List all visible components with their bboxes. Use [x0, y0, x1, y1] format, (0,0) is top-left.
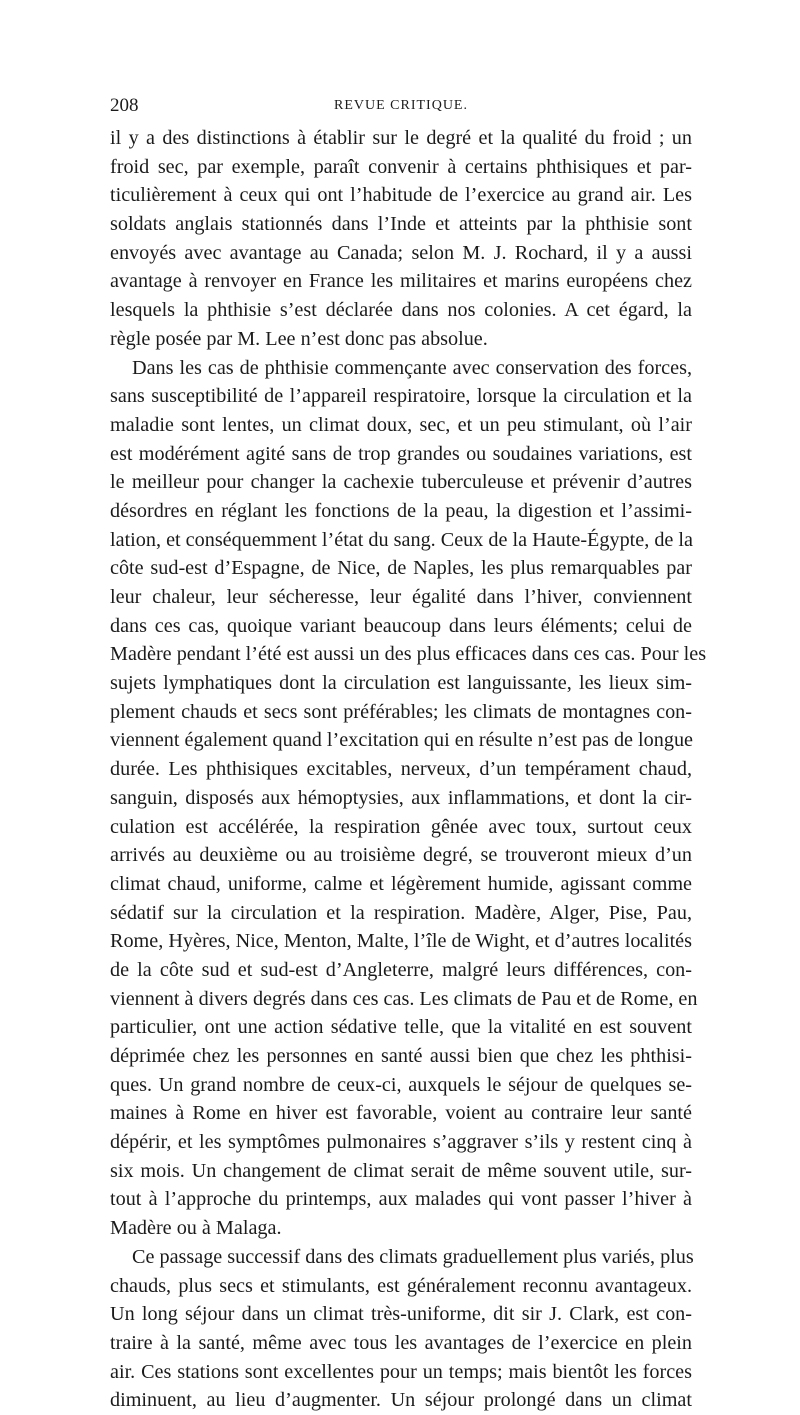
text-line: sédatif sur la circulation et la respiration. Madère, Alger, Pise, Pau,	[110, 901, 692, 924]
text-line: est modérément agité sans de trop grandes ou soudaines variations, est	[110, 442, 692, 465]
paragraph-start-line: Ce passage successif dans des climats graduellement plus variés, plus	[132, 1245, 694, 1268]
text-line: soldats anglais stationnés dans l’Inde et atteints par la phthisie sont	[110, 213, 692, 236]
body-text	[110, 124, 707, 1415]
paragraph-start-line: Dans les cas de phthisie commençante avec conservation des forces,	[132, 356, 692, 379]
text-line: froid sec, par exemple, paraît convenir à certains phthisiques et par-	[110, 155, 692, 178]
text-line: sanguin, disposés aux hémoptysies, aux inflammations, et dont la cir-	[110, 786, 692, 809]
text-line: désordres en réglant les fonctions de la peau, la digestion et l’assimi-	[110, 499, 692, 522]
text-line: sujets lymphatiques dont la circulation est languissante, les lieux sim-	[110, 672, 692, 695]
text-line: maladie sont lentes, un climat doux, sec, et un peu stimulant, où l’air	[110, 413, 692, 436]
text-line: arrivés au deuxième ou au troisième degré, se trouveront mieux d’un	[110, 844, 692, 867]
text-line: le meilleur pour changer la cachexie tuberculeuse et prévenir d’autres	[110, 471, 692, 494]
text-line: durée. Les phthisiques excitables, nerveux, d’un tempérament chaud,	[110, 758, 692, 781]
text-line: climat chaud, uniforme, calme et légèrement humide, agissant comme	[110, 872, 692, 895]
text-line: sans susceptibilité de l’appareil respiratoire, lorsque la circulation et la	[110, 385, 692, 408]
text-line: traire à la santé, même avec tous les avantages de l’exercice en plein	[110, 1331, 692, 1354]
running-title: REVUE CRITIQUE.	[334, 98, 468, 113]
text-line: ticulièrement à ceux qui ont l’habitude de l’exercice au grand air. Les	[110, 184, 692, 207]
text-line: avantage à renvoyer en France les militaires et marins européens chez	[110, 270, 692, 293]
text-line: Madère ou à Malaga.	[110, 1217, 282, 1240]
text-line: chauds, plus secs et stimulants, est généralement reconnu avantageux.	[110, 1274, 692, 1297]
running-head	[110, 92, 692, 120]
text-line: leur chaleur, leur sécheresse, leur égalité dans l’hiver, conviennent	[110, 586, 692, 608]
page-number: 208	[110, 95, 139, 116]
text-line: maines à Rome en hiver est favorable, voient au contraire leur santé	[110, 1102, 692, 1125]
text-line: air. Ces stations sont excellentes pour un temps; mais bientôt les forces	[110, 1360, 692, 1383]
book-page	[110, 92, 707, 1415]
text-line: de la côte sud et sud-est d’Angleterre, malgré leurs différences, con-	[110, 958, 692, 981]
text-line: viennent à divers degrés dans ces cas. Les climats de Pau et de Rome, en	[110, 987, 698, 1010]
text-line: Madère pendant l’été est aussi un des plus efficaces dans ces cas. Pour les	[110, 643, 707, 666]
text-line: Un long séjour dans un climat très-uniforme, dit sir J. Clark, est con-	[110, 1303, 692, 1326]
text-line: tout à l’approche du printemps, aux malades qui vont passer l’hiver à	[110, 1188, 692, 1211]
text-line: particulier, ont une action sédative telle, que la vitalité en est souvent	[110, 1016, 692, 1039]
text-line: lesquels la phthisie s’est déclarée dans nos colonies. A cet égard, la	[110, 299, 692, 322]
text-line: déprimée chez les personnes en santé aussi bien que chez les phthisi-	[110, 1045, 692, 1067]
text-line: dépérir, et les symptômes pulmonaires s’aggraver s’ils y restent cinq à	[110, 1131, 692, 1154]
text-line: lation, et conséquemment l’état du sang. Ceux de la Haute-Égypte, de la	[110, 528, 694, 551]
text-line: règle posée par M. Lee n’est donc pas absolue.	[110, 327, 488, 350]
text-line: plement chauds et secs sont préférables; les climats de montagnes con-	[110, 700, 692, 723]
text-line: dans ces cas, quoique variant beaucoup dans leurs éléments; celui de	[110, 614, 692, 637]
text-line: six mois. Un changement de climat serait de même souvent utile, sur-	[110, 1159, 692, 1182]
text-line: culation est accélérée, la respiration gênée avec toux, surtout ceux	[110, 815, 692, 838]
text-line: envoyés avec avantage au Canada; selon M. J. Rochard, il y a aussi	[110, 241, 692, 264]
text-line: diminuent, au lieu d’augmenter. Un séjour prolongé dans un climat	[110, 1389, 692, 1412]
text-line: ques. Un grand nombre de ceux-ci, auxquels le séjour de quelques se-	[110, 1073, 692, 1096]
text-line: côte sud-est d’Espagne, de Nice, de Naples, les plus remarquables par	[110, 557, 692, 580]
text-line: viennent également quand l’excitation qui en résulte n’est pas de longue	[110, 729, 694, 752]
text-line: Rome, Hyères, Nice, Menton, Malte, l’île de Wight, et d’autres localités	[110, 930, 692, 953]
text-line: il y a des distinctions à établir sur le degré et la qualité du froid ; un	[110, 127, 692, 149]
